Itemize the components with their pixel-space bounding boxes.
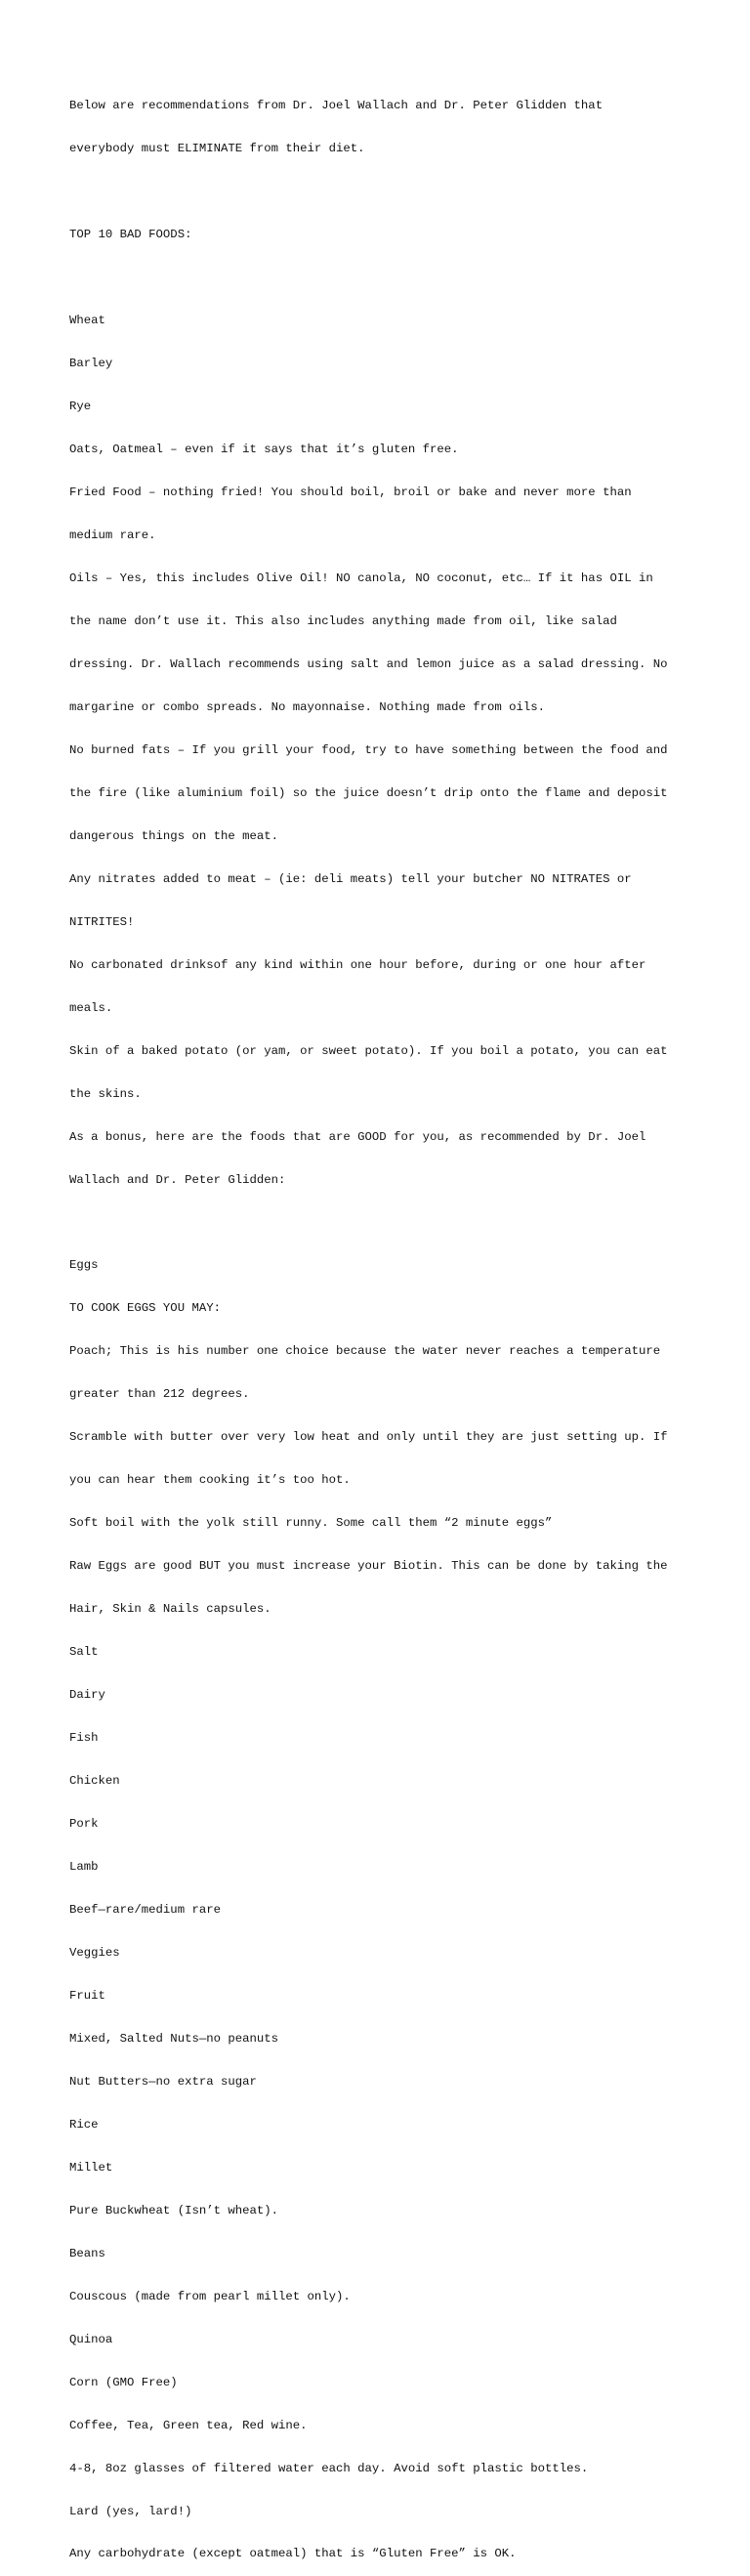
text-line: the name don’t use it. This also includes anything made from oil, like salad: [69, 613, 617, 628]
text-line: Wallach and Dr. Peter Glidden:: [69, 1172, 286, 1187]
text-line: As a bonus, here are the foods that are GOOD for you, as recommended by Dr. Joel: [69, 1129, 646, 1144]
list-item: Oils – Yes, this includes Olive Oil! NO canola, NO coconut, etc… If it has OIL in: [69, 570, 653, 585]
list-item: Barley: [69, 357, 113, 371]
list-item: Eggs: [69, 1258, 99, 1273]
list-item: Pork: [69, 1817, 99, 1832]
text-line: Hair, Skin & Nails capsules.: [69, 1602, 271, 1617]
list-item: Raw Eggs are good BUT you must increase your Biotin. This can be done by taking the: [69, 1559, 668, 1574]
list-item: Couscous (made from pearl millet only).: [69, 2289, 351, 2303]
document-body: [69, 70, 704, 2576]
list-item: Beans: [69, 2246, 105, 2260]
list-item: No carbonated drinksof any kind within one hour before, during or one hour after: [69, 957, 646, 972]
list-item: Wheat: [69, 314, 105, 328]
text-line: the fire (like aluminium foil) so the juice doesn’t drip onto the flame and deposit: [69, 785, 668, 800]
list-item: Mixed, Salted Nuts—no peanuts: [69, 2031, 279, 2046]
list-item: Scramble with butter over very low heat and only until they are just setting up. If: [69, 1430, 668, 1445]
list-item: Fruit: [69, 1988, 105, 2003]
list-item: Soft boil with the yolk still runny. Some call them “2 minute eggs”: [69, 1516, 553, 1531]
list-item: Veggies: [69, 1945, 120, 1960]
text-line: Below are recommendations from Dr. Joel Wallach and Dr. Peter Glidden that: [69, 99, 604, 113]
list-item: Any carbohydrate (except oatmeal) that is “Gluten Free” is OK.: [69, 2547, 517, 2561]
list-item: Beef—rare/medium rare: [69, 1902, 221, 1917]
text-line: greater than 212 degrees.: [69, 1387, 250, 1402]
list-item: Poach; This is his number one choice because the water never reaches a temperature: [69, 1344, 661, 1359]
section-heading-cook-eggs: TO COOK EGGS YOU MAY:: [69, 1301, 221, 1316]
text-line: margarine or combo spreads. No mayonnaise. Nothing made from oils.: [69, 699, 546, 714]
text-line: meals.: [69, 1000, 113, 1015]
list-item: Quinoa: [69, 2332, 113, 2346]
blank-line: [69, 271, 704, 285]
blank-line: [69, 185, 704, 199]
text-line: NITRITES!: [69, 914, 135, 929]
list-item: Millet: [69, 2160, 113, 2175]
list-item: Dairy: [69, 1688, 105, 1703]
list-item: Rye: [69, 400, 92, 414]
text-line: everybody must ELIMINATE from their diet.: [69, 142, 365, 156]
list-item: Pure Buckwheat (Isn’t wheat).: [69, 2203, 279, 2217]
list-item: Fried Food – nothing fried! You should boil, broil or bake and never more than: [69, 486, 632, 499]
blank-line: [69, 1215, 704, 1230]
list-item: No burned fats – If you grill your food, try to have something between the food and: [69, 742, 668, 757]
text-line: the skins.: [69, 1086, 142, 1101]
list-item: Corn (GMO Free): [69, 2375, 178, 2389]
list-item: Skin of a baked potato (or yam, or sweet potato). If you boil a potato, you can eat: [69, 1043, 668, 1058]
list-item: Any nitrates added to meat – (ie: deli meats) tell your butcher NO NITRATES or: [69, 871, 632, 886]
list-item: Nut Butters—no extra sugar: [69, 2074, 257, 2089]
text-line: dressing. Dr. Wallach recommends using salt and lemon juice as a salad dressing. No: [69, 656, 668, 671]
list-item: Lamb: [69, 1859, 99, 1874]
list-item: Oats, Oatmeal – even if it says that it’s gluten free.: [69, 443, 459, 457]
list-item: Chicken: [69, 1774, 120, 1789]
text-line: dangerous things on the meat.: [69, 828, 279, 843]
list-item: 4-8, 8oz glasses of filtered water each day. Avoid soft plastic bottles.: [69, 2461, 589, 2475]
text-line: you can hear them cooking it’s too hot.: [69, 1473, 351, 1488]
list-item: Salt: [69, 1645, 99, 1660]
list-item: Fish: [69, 1731, 99, 1746]
list-item: Rice: [69, 2117, 99, 2132]
list-item: Lard (yes, lard!): [69, 2504, 192, 2518]
list-item: Coffee, Tea, Green tea, Red wine.: [69, 2418, 308, 2432]
section-heading-bad-foods: TOP 10 BAD FOODS:: [69, 228, 192, 242]
text-line: medium rare.: [69, 528, 156, 542]
